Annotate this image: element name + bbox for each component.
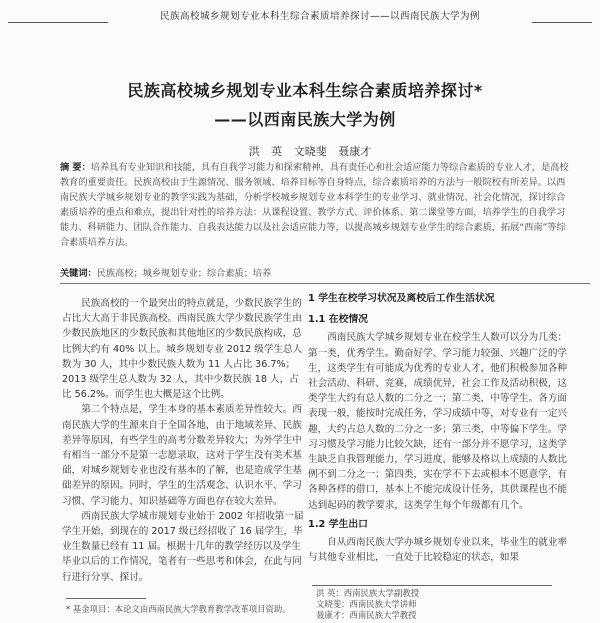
body-paragraph: 第二个特点是，学生本身的基本素质差异性较大。西南民族大学的生源来自于全国各地，由于地域差异、民族差异等原因，有些学生的高考分数差异较大；为外学生中有相当一部分不是第一志愿录取，这对于学生没有美术基础，对城乡规划专业也没有基本的了解，也是造成学生基础差异的原因。同时，学生的生活观念、认识水平、学习习惯、学习能力、知识基础等方面也存在较大差异。 xyxy=(62,404,302,507)
author-info-line: 文晓斐：西南民族大学讲师 xyxy=(316,599,417,609)
header-rule-right xyxy=(532,22,592,23)
author-names: 洪 英 文晓斐 聂康才 xyxy=(248,145,372,158)
paper-subtitle: ——以西南民族大学为例 xyxy=(214,110,396,129)
keywords xyxy=(60,265,570,279)
subsection-heading-1-2: 1.2 学生出口 xyxy=(308,518,368,530)
body-paragraph: 自从西南民族大学办城乡规划专业以来，毕业生的就业率与其他专业相比，一直处于比较稳定的状态，如果 xyxy=(308,537,568,564)
running-header xyxy=(0,0,600,30)
abstract-label: 摘 要： xyxy=(60,162,91,173)
keywords-label: 关键词： xyxy=(60,268,97,279)
footnote-rule xyxy=(66,598,146,599)
abstract xyxy=(60,160,570,250)
section-heading-1: 1 学生在校学习状况及离校后工作生活状况 xyxy=(308,293,495,304)
running-header-text: 民族高校城乡规划专业本科生综合素质培养探讨——以西南民族大学为例 xyxy=(159,11,480,22)
paper-title: 民族高校城乡规划专业本科生综合素质培养探讨* xyxy=(127,81,483,100)
body-paragraph: 西南民族大学城市规划专业始于 2002 年招收第一届学生开始，到现在的 2017 级已经招收了 16 届学生，毕业生数量已经有 11 届。根据十几年的教学经历以及学生毕业以后的工作情况，笔者有一些思考和体会，在此与同行进行分享、探讨。 xyxy=(62,510,304,583)
body-paragraph: 西南民族大学城乡规划专业在校学生人数可以分为几类：第一类，优秀学生。勤奋好学、学习能力较强、兴趣广泛的学生，这类学生有可能成为优秀的专业人才，他们积极参加各种社会活动、科研、竞赛，成绩优异，社会工作及活动积极，这类学生大约有总人数的二分之一；第二类，中等学生。各方面表现一般，能按时完成任务，学习成绩中等，对专业有一定兴趣，大约占总人数的二分之一多；第三类，中等偏下学生。学习习惯及学习能力比较欠缺，还有一部分并不愿学习，这类学生缺乏自我管理能力，学习进度、能够及格以上成绩的人数比例不到二分之一；第四类，实在学不下去或根本不愿意学，有各种各样的借口，基本上不能完成设计任务，其供课程也不能达到起码的教学要求，这类学生每个年级都有几个。 xyxy=(308,332,568,511)
header-rule-left xyxy=(8,22,108,23)
author-info xyxy=(316,588,566,621)
abstract-text: 培养具有专业知识和技能，具有自我学习能力和探索精神，具有责任心和社会适应能力等综合素质的专业人才，是高校教育的重要责任。民族高校由于生源情况、服务领域、培养目标等自身特点，综合素质培养的方法与一般院校有所差异。以西南民族大学城乡规划专业的教学实践为基础，分析学校城乡规划专业本科学生的专业学习、就业情况、社会化情况，探讨综合素质培养的重点和难点，提出针对性的培养方法：从课程设置、教学方式、评价体系、第二课堂等方面，培养学生的自我学习能力、科研能力、团队合作能力、自我表达能力以及社会适应能力等，以提高城乡规划专业学生的综合素质，拓展“西南”等综合素质培养方法。 xyxy=(60,162,569,248)
subsection-heading-1-1: 1.1 在校情况 xyxy=(308,314,368,326)
body-paragraph: 民族高校的一个最突出的特点就是，少数民族学生的占比大大高于非民族高校。西南民族大学少数民族学生由少数民族地区的少数民族和其他地区的少数民族构成，总比例大约有 40% 以上。城乡规划专业 2012 级学生总人数为 30 人，其中少数民族人数为 11 人占比 36.7%；2013 级学生总人数为 32 人，其中少数民族 18 人，占比 56.2%。而学生也大概是这个比例。 xyxy=(62,298,303,401)
left-column xyxy=(62,296,308,585)
title-block xyxy=(70,78,540,130)
right-column xyxy=(308,291,568,565)
author-info-line: 聂康才：西南民族大学教授 xyxy=(316,610,417,620)
keywords-text: 民族高校；城乡规划专业；综合素质；培养 xyxy=(96,268,272,279)
abstract-divider xyxy=(60,283,590,284)
author-info-line: 洪 英：西南民族大学副教授 xyxy=(316,588,420,598)
footnote: * 基金项目：本论文由西南民族大学教育教学改革项目资助。 xyxy=(66,604,291,614)
author-info-rule xyxy=(312,585,552,586)
